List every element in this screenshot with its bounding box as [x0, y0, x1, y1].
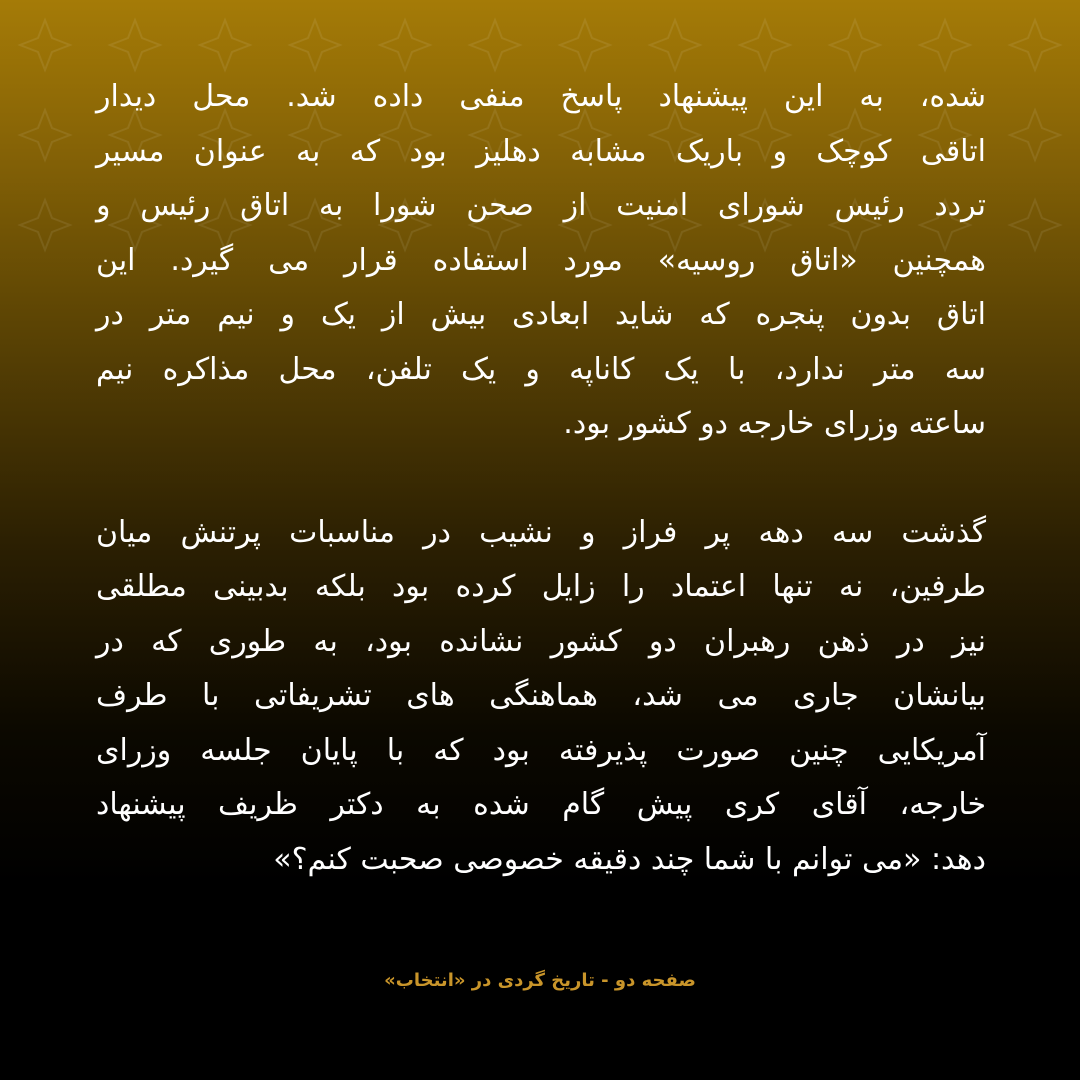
paragraph-2-line-4: بیانشان جاری می شد، هماهنگی های تشریفاتی با طرف	[96, 678, 986, 713]
paragraph-2-line-3: نیز در ذهن رهبران دو کشور نشانده بود، به طوری که در	[96, 623, 986, 659]
paragraph-2-line-5: آمریکایی چنین صورت پذیرفته بود که با پایان جلسه وزرای	[96, 732, 986, 768]
paragraph-2	[96, 506, 986, 888]
paragraph-1-line-1: شده، به این پیشنهاد پاسخ منفی داده شد. محل دیدار	[96, 79, 986, 114]
paragraph-1-line-5: اتاق بدون پنجره که شاید ابعادی بیش از یک و نیم متر در	[96, 297, 986, 332]
article-body	[96, 70, 986, 887]
paragraph-2-line-1: گذشت سه دهه پر فراز و نشیب در مناسبات پرتنش میان	[96, 514, 986, 550]
paragraph-1	[96, 70, 986, 452]
paragraph-2-line-7: دهد: «می توانم با شما چند دقیقه خصوصی صحبت کنم؟»	[273, 841, 986, 877]
paragraph-1-line-7: ساعته وزرای خارجه دو کشور بود.	[563, 406, 986, 441]
paragraph-2-line-2: طرفین، نه تنها اعتماد را زایل کرده بود بلکه بدبینی مطلقی	[96, 569, 986, 604]
paragraph-2-line-6: خارجه، آقای کری پیش گام شده به دکتر ظریف پیشنهاد	[96, 787, 986, 822]
paragraph-1-line-4: همچنین «اتاق روسیه» مورد استفاده قرار می گیرد. این	[96, 242, 986, 278]
paragraph-1-line-6: سه متر ندارد، با یک کاناپه و یک تلفن، محل مذاکره نیم	[96, 351, 986, 387]
page-footer-caption: صفحه دو - تاریخ گردی در «انتخاب»	[384, 970, 696, 991]
paragraph-1-line-2: اتاقی کوچک و باریک مشابه دهلیز بود که به عنوان مسیر	[96, 133, 986, 169]
paragraph-1-line-3: تردد رئیس شورای امنیت از صحن شورا به اتاق رئیس و	[96, 188, 986, 223]
